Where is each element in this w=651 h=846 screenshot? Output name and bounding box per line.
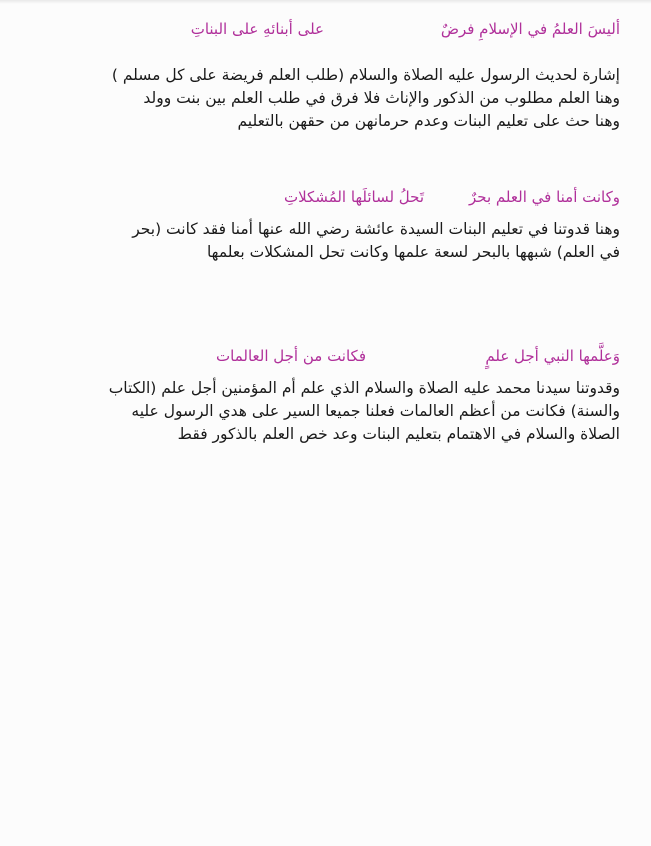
body-line: وقدوتنا سيدنا محمد عليه الصلاة والسلام الذي علم أم المؤمنين أجل علم (الكتاب — [108, 379, 620, 397]
verse-first-hemistich: وكانت أمنا في العلم بحرٌ — [469, 188, 620, 206]
body-line: وهنا قدوتنا في تعليم البنات السيدة عائشة رضي الله عنها أمنا فقد كانت (بحر — [132, 220, 620, 238]
verse-second-hemistich: تَحلُ لسائلَها المُشكلاتِ — [283, 188, 424, 206]
body-line: في العلم) شبهها بالبحر لسعة علمها وكانت تحل المشكلات بعلمها — [206, 243, 620, 261]
verse-first-hemistich: أليسَ العلمُ في الإسلامِ فرضٌ — [440, 20, 620, 38]
body-line: وهنا حث على تعليم البنات وعدم حرمانهن من حقهن بالتعليم — [237, 112, 620, 130]
section-3 — [40, 345, 620, 446]
body-line: والسنة) فكانت من أعظم العالمات فعلنا جميعا السير على هدي الرسول عليه — [131, 402, 620, 420]
verse-second-hemistich: على أبنائهِ على البناتِ — [190, 20, 324, 38]
body-line: إشارة لحديث الرسول عليه الصلاة والسلام (طلب العلم فريضة على كل مسلم ) — [111, 66, 620, 84]
verse-line — [40, 345, 620, 375]
top-edge-shadow — [0, 0, 651, 4]
verse-second-hemistich: فكانت من أجل العالمات — [216, 347, 366, 365]
body-line: الصلاة والسلام في الاهتمام بتعليم البنات وعد خص العلم بالذكور فقط — [177, 425, 620, 443]
verse-line — [40, 186, 620, 216]
body-line: وهنا العلم مطلوب من الذكور والإناث فلا فرق في طلب العلم بين بنت وولد — [143, 89, 620, 107]
verse-first-hemistich: وَعلَّمها النبي أجل علمٍ — [485, 347, 620, 365]
verse-line — [40, 18, 620, 48]
section-2 — [40, 186, 620, 264]
section-1 — [40, 18, 620, 133]
